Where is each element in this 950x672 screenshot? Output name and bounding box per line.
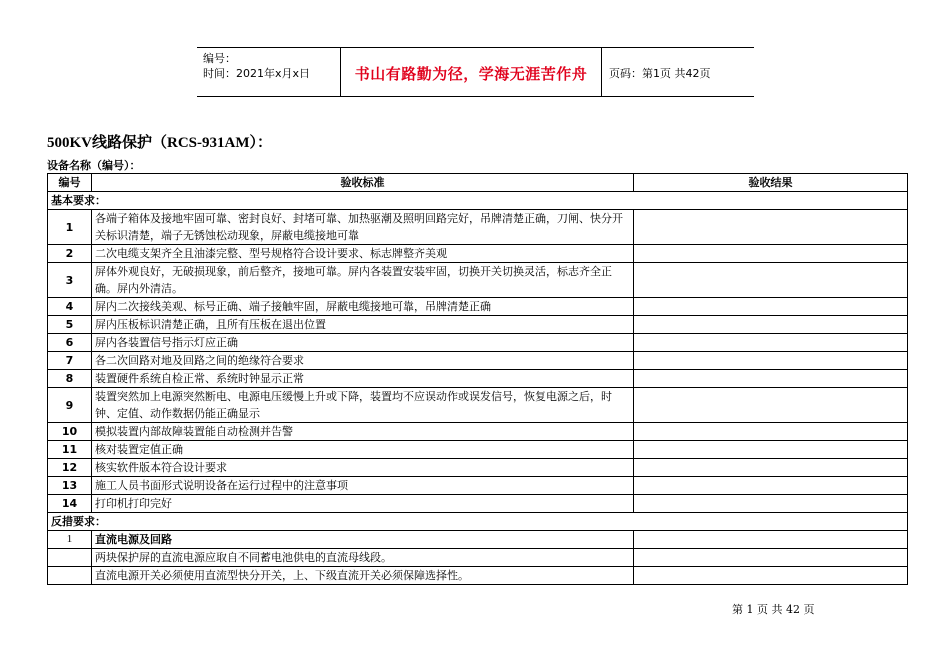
table-row (48, 210, 908, 245)
row-result-cell[interactable] (634, 388, 908, 423)
section-anti-label: 反措要求： (48, 513, 908, 531)
row-standard: 屏内各装置信号指示灯应正确 (92, 334, 634, 352)
row-number: 14 (48, 495, 92, 513)
table-row (48, 441, 908, 459)
table-row (48, 459, 908, 477)
row-standard: 施工人员书面形式说明设备在运行过程中的注意事项 (92, 477, 634, 495)
row-number: 7 (48, 352, 92, 370)
row-result-cell[interactable] (634, 567, 908, 585)
row-result-cell[interactable] (634, 441, 908, 459)
row-result-cell[interactable] (634, 459, 908, 477)
table-row (48, 263, 908, 298)
row-result-cell[interactable] (634, 263, 908, 298)
row-number: 9 (48, 388, 92, 423)
table-row (48, 423, 908, 441)
row-number (48, 549, 92, 567)
header-time-label: 时间：2021年x月x日 (203, 67, 311, 80)
document-header (197, 47, 754, 97)
table-row (48, 477, 908, 495)
row-standard: 屏内压板标识清楚正确，且所有压板在退出位置 (92, 316, 634, 334)
section-row (48, 192, 908, 210)
row-number: 1 (48, 210, 92, 245)
row-result-cell[interactable] (634, 316, 908, 334)
row-result-cell[interactable] (634, 352, 908, 370)
row-result-cell[interactable] (634, 531, 908, 549)
row-number: 11 (48, 441, 92, 459)
table-row (48, 567, 908, 585)
row-standard: 各二次回路对地及回路之间的绝缘符合要求 (92, 352, 634, 370)
table-header-row (48, 174, 908, 192)
table-row (48, 370, 908, 388)
row-number: 2 (48, 245, 92, 263)
table-row (48, 316, 908, 334)
row-result-cell[interactable] (634, 210, 908, 245)
row-result-cell[interactable] (634, 495, 908, 513)
col-header-result: 验收结果 (634, 174, 908, 192)
col-header-standard: 验收标准 (92, 174, 634, 192)
row-result-cell[interactable] (634, 549, 908, 567)
row-standard: 核对装置定值正确 (92, 441, 634, 459)
row-standard: 屏内二次接线美观、标号正确、端子接触牢固，屏蔽电缆接地可靠，吊牌清楚正确 (92, 298, 634, 316)
table-row (48, 245, 908, 263)
row-number: 5 (48, 316, 92, 334)
header-divider (601, 48, 602, 96)
acceptance-table (47, 173, 908, 585)
section-basic-label: 基本要求： (48, 192, 908, 210)
row-number: 10 (48, 423, 92, 441)
header-motto: 书山有路勤为径，学海无涯苦作舟 (354, 65, 588, 83)
page-footer: 第 1 页 共 42 页 (732, 603, 815, 616)
row-standard: 屏体外观良好，无破损现象，前后整齐，接地可靠。屏内各装置安装牢固，切换开关切换灵活，标志齐全正确。屏内外清洁。 (92, 263, 634, 298)
header-page-info: 页码：第1页 共42页 (609, 67, 711, 80)
row-number: 13 (48, 477, 92, 495)
row-standard: 装置硬件系统自检正常、系统时钟显示正常 (92, 370, 634, 388)
row-standard: 模拟装置内部故障装置能自动检测并告警 (92, 423, 634, 441)
table-row (48, 495, 908, 513)
row-number: 12 (48, 459, 92, 477)
row-result-cell[interactable] (634, 423, 908, 441)
row-number: 8 (48, 370, 92, 388)
row-result-cell[interactable] (634, 477, 908, 495)
row-standard: 二次电缆支架齐全且油漆完整、型号规格符合设计要求、标志牌整齐美观 (92, 245, 634, 263)
row-number: 6 (48, 334, 92, 352)
header-number-label: 编号： (203, 52, 236, 65)
row-number (48, 567, 92, 585)
table-row (48, 352, 908, 370)
row-result-cell[interactable] (634, 334, 908, 352)
row-result-cell[interactable] (634, 245, 908, 263)
section-row (48, 513, 908, 531)
row-standard: 打印机打印完好 (92, 495, 634, 513)
row-number: 4 (48, 298, 92, 316)
row-standard: 核实软件版本符合设计要求 (92, 459, 634, 477)
table-row (48, 334, 908, 352)
table-row (48, 531, 908, 549)
table-row (48, 388, 908, 423)
row-subheading: 直流电源及回路 (92, 531, 634, 549)
table-row (48, 549, 908, 567)
row-result-cell[interactable] (634, 370, 908, 388)
row-number: 1 (48, 531, 92, 549)
col-header-number: 编号 (48, 174, 92, 192)
row-standard: 装置突然加上电源突然断电、电源电压缓慢上升或下降，装置均不应误动作或误发信号，恢复电源之后，时钟、定值、动作数据仍能正确显示 (92, 388, 634, 423)
device-name-label: 设备名称（编号）： (47, 159, 141, 172)
row-number: 3 (48, 263, 92, 298)
document-title: 500KV线路保护（RCS-931AM）： (47, 135, 272, 151)
table-row (48, 298, 908, 316)
row-standard: 各端子箱体及接地牢固可靠、密封良好、封堵可靠、加热驱潮及照明回路完好，吊牌清楚正确，刀闸、快分开关标识清楚，端子无锈蚀松动现象，屏蔽电缆接地可靠 (92, 210, 634, 245)
row-standard: 两块保护屏的直流电源应取自不同蓄电池供电的直流母线段。 (92, 549, 634, 567)
row-standard: 直流电源开关必须使用直流型快分开关，上、下级直流开关必须保障选择性。 (92, 567, 634, 585)
header-meta (203, 51, 310, 81)
row-result-cell[interactable] (634, 298, 908, 316)
